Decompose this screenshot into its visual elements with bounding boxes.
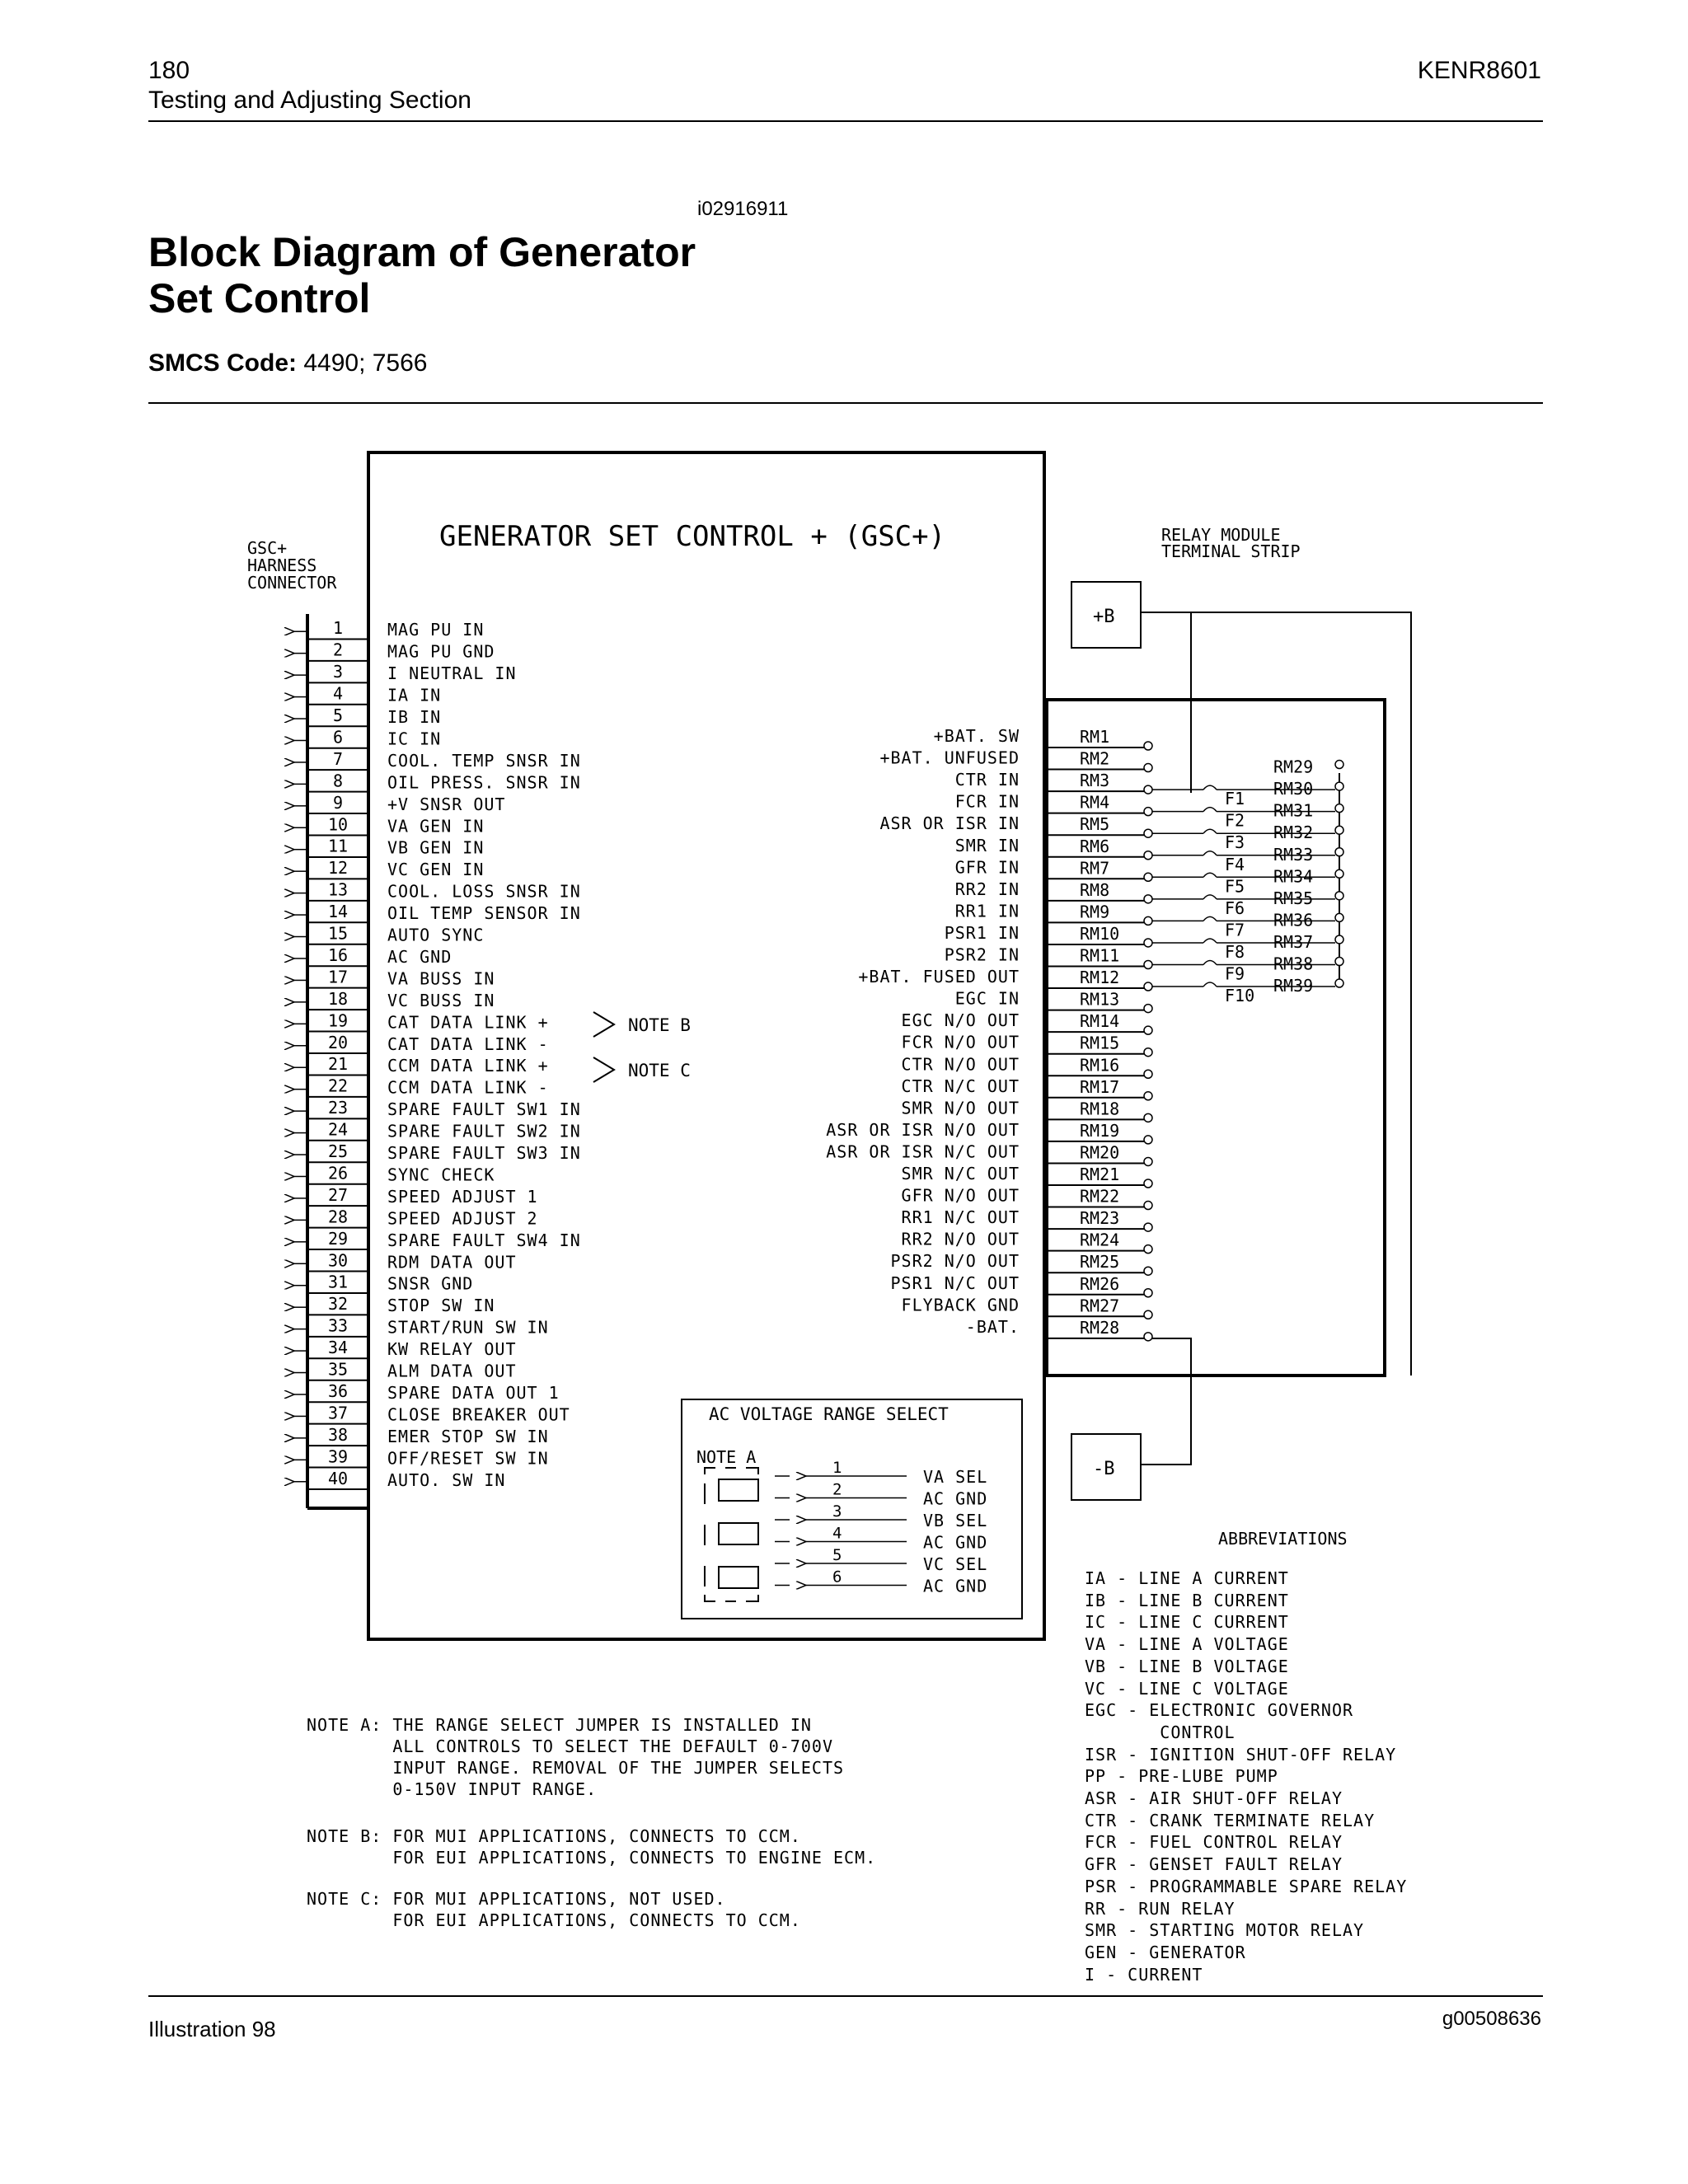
relay-terminal-label: RM34: [1273, 866, 1314, 887]
fuse-symbol: [1203, 829, 1217, 833]
harness-pin-number: 11: [327, 836, 349, 856]
harness-pin-number: 29: [327, 1228, 349, 1249]
abbreviation-item: PSR - PROGRAMMABLE SPARE RELAY: [1085, 1876, 1408, 1896]
harness-pin-number: 33: [327, 1315, 349, 1336]
harness-pin-number: 8: [332, 771, 344, 791]
ac-range-note: NOTE A: [696, 1447, 757, 1467]
relay-terminal-label: RM39: [1273, 976, 1314, 996]
fuse-symbol: [1203, 808, 1217, 812]
relay-terminal-label: RM10: [1080, 923, 1120, 944]
terminal-screw: [1144, 939, 1152, 947]
figure-id: g00508636: [1442, 2008, 1541, 2030]
harness-pin-number: 3: [332, 662, 344, 682]
gsc-output-label: GFR N/O OUT: [901, 1185, 1020, 1206]
fuse-symbol: [1203, 851, 1217, 855]
harness-pin-number: 12: [327, 858, 349, 879]
terminal-screw: [1144, 1136, 1152, 1144]
relay-terminal-label: RM27: [1080, 1296, 1120, 1316]
fuse-label: F8: [1225, 941, 1245, 962]
relay-terminal-label: RM15: [1080, 1033, 1120, 1053]
harness-pin-number: 16: [327, 944, 349, 965]
terminal-screw: [1144, 742, 1152, 750]
ac-range-pin-number: 6: [832, 1568, 842, 1586]
ac-range-pin-number: 5: [832, 1546, 842, 1564]
gsc-output-label: RR1 N/C OUT: [901, 1207, 1020, 1228]
harness-pin-label: SPEED ADJUST 1: [387, 1186, 538, 1207]
relay-terminal-label: RM18: [1080, 1099, 1120, 1119]
relay-terminal-label: RM21: [1080, 1165, 1120, 1184]
abbreviation-item: GFR - GENSET FAULT RELAY: [1085, 1854, 1343, 1875]
gsc-output-label: PSR2 N/O OUT: [890, 1251, 1020, 1272]
fuse-symbol: [1203, 873, 1217, 877]
relay-label-1: RELAY MODULE: [1161, 525, 1281, 545]
terminal-screw: [1335, 913, 1343, 921]
page-number: 180: [148, 57, 190, 84]
fuse-label: F10: [1225, 986, 1255, 1006]
harness-pin-label: CCM DATA LINK +: [387, 1056, 549, 1076]
note-c-text: NOTE C: FOR MUI APPLICATIONS, NOT USED. FOR EUI APPLICATIONS, CONNECTS TO CCM.: [307, 1889, 801, 1930]
relay-terminal-label: RM1: [1080, 727, 1110, 747]
fuse-symbol: [1203, 961, 1217, 965]
harness-pin-label: IA IN: [387, 685, 442, 705]
relay-terminal-label: RM11: [1080, 945, 1120, 966]
harness-pin-label: ALM DATA OUT: [387, 1361, 517, 1381]
gsc-output-label: FCR N/O OUT: [901, 1032, 1020, 1052]
relay-terminal-label: RM30: [1273, 779, 1314, 799]
gsc-output-label: FLYBACK GND: [901, 1295, 1020, 1315]
harness-pin-label: SPARE DATA OUT 1: [387, 1382, 560, 1403]
terminal-screw: [1335, 804, 1343, 813]
terminal-screw: [1144, 1157, 1152, 1165]
relay-terminal-label: RM12: [1080, 968, 1120, 988]
harness-pin-label: IC IN: [387, 729, 442, 749]
abbreviations-title: ABBREVIATIONS: [1218, 1529, 1348, 1549]
relay-terminal-label: RM16: [1080, 1055, 1120, 1076]
terminal-screw: [1144, 785, 1152, 794]
ac-range-pin-label: VA SEL: [923, 1467, 988, 1487]
terminal-screw: [1144, 1267, 1152, 1275]
relay-terminal-label: RM35: [1273, 888, 1314, 908]
abbreviation-item: CTR - CRANK TERMINATE RELAY: [1085, 1810, 1376, 1830]
abbreviation-item: IB - LINE B CURRENT: [1085, 1590, 1289, 1610]
harness-pin-number: 25: [327, 1141, 349, 1162]
harness-pin-label: AUTO. SW IN: [387, 1469, 506, 1490]
abbreviation-item: VB - LINE B VOLTAGE: [1085, 1656, 1289, 1676]
harness-pin-label: I NEUTRAL IN: [387, 663, 517, 684]
terminal-screw: [1144, 916, 1152, 925]
fuse-label: F1: [1225, 789, 1245, 809]
gsc-output-label: RR2 N/O OUT: [901, 1229, 1020, 1249]
relay-terminal-label: RM5: [1080, 814, 1110, 835]
gsc-output-label: CTR IN: [954, 770, 1020, 790]
relay-terminal-label: RM32: [1273, 823, 1314, 843]
harness-pin-label: VA BUSS IN: [387, 968, 495, 989]
harness-pin-number: 24: [327, 1119, 349, 1140]
abbreviation-item: VC - LINE C VOLTAGE: [1085, 1678, 1289, 1699]
terminal-screw: [1335, 869, 1343, 878]
fuse-symbol: [1203, 916, 1217, 921]
gsc-output-label: ASR OR ISR N/C OUT: [826, 1141, 1020, 1162]
illustration-caption: Illustration 98: [148, 2017, 276, 2041]
gsc-output-label: FCR IN: [954, 791, 1020, 812]
gsc-output-label: -BAT.: [965, 1316, 1020, 1337]
harness-pin-number: 13: [327, 879, 349, 900]
harness-pin-label: RDM DATA OUT: [387, 1252, 517, 1272]
relay-terminal-label: RM23: [1080, 1208, 1120, 1229]
ac-range-title: AC VOLTAGE RANGE SELECT: [709, 1404, 949, 1424]
ac-range-pin-label: VC SEL: [923, 1554, 988, 1574]
fuse-label: F4: [1225, 854, 1245, 874]
fuse-label: F9: [1225, 963, 1245, 984]
harness-pin-number: 28: [327, 1207, 349, 1227]
ac-range-pin-number: 3: [832, 1502, 842, 1521]
terminal-screw: [1144, 1202, 1152, 1210]
terminal-screw: [1144, 829, 1152, 837]
harness-pin-number: 14: [327, 902, 349, 922]
terminal-screw: [1335, 848, 1343, 856]
terminal-screw: [1335, 935, 1343, 944]
abbreviation-item: ISR - IGNITION SHUT-OFF RELAY: [1085, 1744, 1397, 1765]
abbreviation-item: IA - LINE A CURRENT: [1085, 1568, 1289, 1588]
harness-pin-label: COOL. LOSS SNSR IN: [387, 881, 581, 902]
relay-label-2: TERMINAL STRIP: [1161, 541, 1301, 561]
gsc-output-label: RR2 IN: [954, 879, 1020, 899]
harness-pin-label: EMER STOP SW IN: [387, 1426, 549, 1446]
gsc-output-label: ASR OR ISR IN: [879, 813, 1020, 834]
relay-terminal-label: RM28: [1080, 1317, 1120, 1338]
harness-pin-label: VB GEN IN: [387, 837, 485, 858]
relay-terminal-label: RM19: [1080, 1120, 1120, 1141]
terminal-screw: [1144, 1048, 1152, 1057]
fuse-symbol: [1203, 895, 1217, 899]
abbreviation-item: I - CURRENT: [1085, 1964, 1203, 1985]
gsc-output-label: PSR1 N/C OUT: [890, 1272, 1020, 1293]
relay-terminal-label: RM13: [1080, 989, 1120, 1010]
smcs-label: SMCS Code:: [148, 349, 297, 377]
terminal-screw: [1144, 1113, 1152, 1122]
fuse-label: F2: [1225, 810, 1245, 831]
relay-terminal-label: RM2: [1080, 748, 1110, 769]
harness-pin-label: MAG PU GND: [387, 641, 495, 662]
abbreviation-item: FCR - FUEL CONTROL RELAY: [1085, 1832, 1343, 1853]
harness-pin-label: SPARE FAULT SW4 IN: [387, 1230, 581, 1250]
gsc-output-label: SMR N/O OUT: [901, 1098, 1020, 1118]
terminal-screw: [1335, 892, 1343, 900]
harness-label-1: GSC+: [247, 538, 288, 558]
harness-pin-number: 40: [327, 1468, 349, 1488]
article-ref-id: i02916911: [697, 198, 789, 220]
page-title-line1: Block Diagram of Generator: [148, 229, 696, 275]
harness-pin-label: SPEED ADJUST 2: [387, 1208, 538, 1229]
relay-terminal-label: RM9: [1080, 902, 1110, 922]
harness-pin-label: START/RUN SW IN: [387, 1317, 549, 1338]
gsc-output-label: CTR N/C OUT: [901, 1076, 1020, 1096]
relay-terminal-label: RM14: [1080, 1011, 1120, 1032]
fuse-symbol: [1203, 785, 1217, 790]
harness-pin-label: AC GND: [387, 946, 452, 967]
harness-pin-number: 32: [327, 1294, 349, 1315]
harness-pin-number: 22: [327, 1076, 349, 1096]
harness-pin-label: SPARE FAULT SW3 IN: [387, 1143, 581, 1164]
harness-pin-number: 2: [332, 640, 344, 660]
abbreviation-item: PP - PRE-LUBE PUMP: [1085, 1766, 1278, 1787]
terminal-screw: [1144, 1223, 1152, 1231]
harness-pin-number: 36: [327, 1380, 349, 1401]
harness-pin-number: 30: [327, 1250, 349, 1271]
gsc-output-label: PSR1 IN: [944, 922, 1020, 943]
document-id: KENR8601: [1417, 57, 1541, 84]
terminal-screw: [1144, 895, 1152, 903]
terminal-screw: [1144, 1026, 1152, 1034]
harness-pin-number: 21: [327, 1054, 349, 1075]
harness-pin-label: AUTO SYNC: [387, 925, 485, 945]
gsc-output-label: CTR N/O OUT: [901, 1054, 1020, 1075]
terminal-screw: [1144, 1310, 1152, 1319]
abbreviation-item: GEN - GENERATOR: [1085, 1942, 1246, 1962]
abbreviation-item: VA - LINE A VOLTAGE: [1085, 1634, 1289, 1655]
section-title: Testing and Adjusting Section: [148, 87, 471, 114]
harness-label-3: CONNECTOR: [247, 573, 337, 593]
harness-pin-label: OIL PRESS. SNSR IN: [387, 772, 581, 793]
harness-pin-number: 26: [327, 1163, 349, 1183]
harness-pin-label: VA GEN IN: [387, 816, 485, 837]
gsc-output-label: SMR IN: [954, 835, 1020, 855]
harness-pin-number: 27: [327, 1184, 349, 1205]
harness-pin-number: 23: [327, 1098, 349, 1118]
harness-pin-number: 39: [327, 1446, 349, 1467]
harness-pin-number: 9: [332, 792, 344, 813]
harness-pin-label: OFF/RESET SW IN: [387, 1448, 549, 1469]
ac-range-pin-number: 1: [832, 1459, 842, 1477]
note-b-tag: NOTE B: [628, 1015, 691, 1035]
fuse-label: F3: [1225, 832, 1245, 853]
plus-b-label: +B: [1093, 607, 1115, 627]
note-c-chevron: [593, 1057, 614, 1082]
terminal-screw: [1144, 1179, 1152, 1188]
fuse-label: F7: [1225, 920, 1245, 940]
terminal-screw: [1144, 851, 1152, 860]
harness-pin-label: KW RELAY OUT: [387, 1339, 517, 1360]
relay-terminal-label: RM3: [1080, 771, 1110, 791]
fuse-symbol: [1203, 939, 1217, 943]
terminal-screw: [1335, 826, 1343, 834]
ac-range-pin-label: AC GND: [923, 1532, 988, 1553]
relay-terminal-label: RM29: [1273, 757, 1314, 777]
abbreviation-item: RR - RUN RELAY: [1085, 1898, 1236, 1919]
gsc-output-label: +BAT. UNFUSED: [879, 748, 1020, 768]
gsc-output-label: EGC IN: [954, 988, 1020, 1009]
gsc-output-label: PSR2 IN: [944, 944, 1020, 965]
terminal-screw: [1144, 808, 1152, 816]
harness-pin-number: 6: [332, 727, 344, 748]
abbreviation-item: SMR - STARTING MOTOR RELAY: [1085, 1920, 1365, 1941]
terminal-screw: [1144, 961, 1152, 969]
terminal-screw: [1144, 1005, 1152, 1013]
relay-terminal-label: RM20: [1080, 1142, 1120, 1163]
gsc-output-label: GFR IN: [954, 857, 1020, 878]
harness-pin-label: VC BUSS IN: [387, 990, 495, 1010]
relay-terminal-label: RM24: [1080, 1230, 1120, 1250]
ac-range-pin-number: 4: [832, 1524, 842, 1543]
minus-b-label: -B: [1093, 1459, 1115, 1479]
note-b-chevron: [593, 1012, 614, 1037]
relay-terminal-label: RM37: [1273, 931, 1314, 952]
harness-pin-label: SPARE FAULT SW1 IN: [387, 1099, 581, 1120]
harness-pin-number: 17: [327, 967, 349, 987]
relay-terminal-label: RM31: [1273, 800, 1314, 821]
relay-terminal-label: RM8: [1080, 879, 1110, 900]
relay-terminal-label: RM4: [1080, 792, 1110, 813]
harness-pin-label: IB IN: [387, 707, 442, 728]
harness-pin-number: 15: [327, 923, 349, 944]
harness-pin-label: STOP SW IN: [387, 1296, 495, 1316]
relay-terminal-label: RM33: [1273, 844, 1314, 865]
gsc-output-label: +BAT. FUSED OUT: [858, 967, 1020, 987]
relay-terminal-label: RM6: [1080, 836, 1110, 856]
fuse-label: F6: [1225, 898, 1245, 918]
terminal-screw: [1335, 761, 1343, 769]
fuse-symbol: [1203, 982, 1217, 987]
harness-pin-label: MAG PU IN: [387, 620, 485, 640]
terminal-screw: [1144, 873, 1152, 881]
harness-pin-number: 35: [327, 1359, 349, 1380]
ac-range-pin-label: AC GND: [923, 1576, 988, 1596]
harness-pin-label: CCM DATA LINK -: [387, 1077, 549, 1098]
harness-pin-number: 31: [327, 1272, 349, 1292]
gsc-output-label: RR1 IN: [954, 901, 1020, 921]
harness-pin-label: CLOSE BREAKER OUT: [387, 1404, 570, 1425]
harness-pin-number: 4: [332, 683, 344, 704]
ac-range-pin-number: 2: [832, 1480, 842, 1499]
gsc-output-label: EGC N/O OUT: [901, 1010, 1020, 1031]
terminal-screw: [1144, 1245, 1152, 1254]
harness-pin-number: 20: [327, 1032, 349, 1052]
harness-pin-number: 38: [327, 1424, 349, 1445]
harness-pin-number: 10: [327, 814, 349, 835]
note-a-text: NOTE A: THE RANGE SELECT JUMPER IS INSTALLED IN ALL CONTROLS TO SELECT THE DEFAULT 0-700V INPUT RANGE. REMOVAL OF THE JUMPER SELECTS 0-150V INPUT RANGE.: [307, 1715, 845, 1799]
harness-pin-label: SYNC CHECK: [387, 1165, 495, 1185]
terminal-screw: [1144, 1092, 1152, 1100]
harness-pin-number: 5: [332, 705, 344, 726]
abbreviations-list: [1085, 1568, 1407, 1985]
harness-pin-label: SPARE FAULT SW2 IN: [387, 1121, 581, 1141]
terminal-screw: [1335, 979, 1343, 987]
note-c-tag: NOTE C: [628, 1061, 691, 1080]
terminal-screw: [1335, 958, 1343, 966]
harness-pin-label: VC GEN IN: [387, 860, 485, 880]
harness-pin-label: CAT DATA LINK +: [387, 1012, 549, 1033]
relay-terminal-label: RM38: [1273, 954, 1314, 974]
relay-terminal-label: RM7: [1080, 858, 1110, 879]
terminal-screw: [1144, 1289, 1152, 1297]
gsc-output-label: ASR OR ISR N/O OUT: [826, 1119, 1020, 1140]
gsc-output-label: SMR N/C OUT: [901, 1164, 1020, 1183]
relay-terminal-label: RM17: [1080, 1076, 1120, 1097]
harness-pin-label: SNSR GND: [387, 1273, 474, 1294]
harness-pin-label: CAT DATA LINK -: [387, 1033, 549, 1054]
gsc-output-label: +BAT. SW: [933, 726, 1020, 746]
harness-label-2: HARNESS: [247, 555, 317, 575]
harness-pin-number: 1: [332, 618, 344, 639]
terminal-screw: [1144, 982, 1152, 991]
terminal-screw: [1144, 764, 1152, 772]
relay-terminal-label: RM22: [1080, 1186, 1120, 1207]
page-title-line2: Set Control: [148, 275, 371, 321]
terminal-screw: [1144, 1333, 1152, 1341]
harness-pin-number: 19: [327, 1010, 349, 1031]
harness-pin-label: OIL TEMP SENSOR IN: [387, 903, 581, 924]
note-b-text: NOTE B: FOR MUI APPLICATIONS, CONNECTS TO CCM. FOR EUI APPLICATIONS, CONNECTS TO ENGINE ECM.: [307, 1826, 877, 1868]
harness-pin-label: COOL. TEMP SNSR IN: [387, 750, 581, 771]
relay-terminal-label: RM36: [1273, 910, 1314, 930]
harness-pin-number: 7: [332, 748, 344, 769]
abbreviation-item: ASR - AIR SHUT-OFF RELAY: [1085, 1788, 1343, 1809]
harness-pin-number: 18: [327, 988, 349, 1009]
relay-terminal-label: RM25: [1080, 1252, 1120, 1272]
smcs-value: 4490; 7566: [297, 349, 428, 377]
harness-pin-number: 34: [327, 1338, 349, 1358]
relay-terminal-label: RM26: [1080, 1273, 1120, 1294]
fuse-label: F5: [1225, 876, 1245, 897]
terminal-screw: [1335, 782, 1343, 790]
abbreviation-item: IC - LINE C CURRENT: [1085, 1612, 1289, 1633]
terminal-screw: [1144, 1070, 1152, 1078]
harness-pin-label: +V SNSR OUT: [387, 794, 506, 814]
harness-pin-number: 37: [327, 1403, 349, 1423]
diagram-title: GENERATOR SET CONTROL + (GSC+): [439, 520, 946, 553]
abbreviation-item: EGC - ELECTRONIC GOVERNOR CONTROL: [1085, 1700, 1354, 1742]
ac-range-pin-label: AC GND: [923, 1488, 988, 1509]
ac-range-pin-label: VB SEL: [923, 1511, 988, 1530]
